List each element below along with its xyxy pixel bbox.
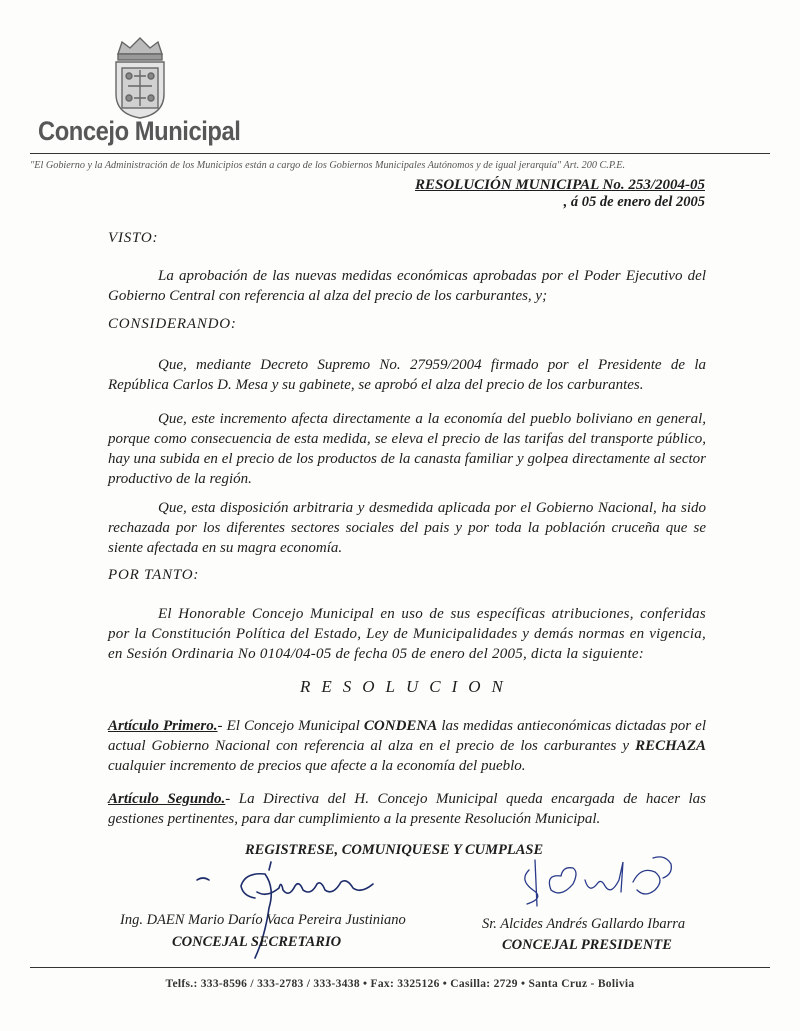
org-title: Concejo Municipal xyxy=(38,116,241,146)
header-divider xyxy=(30,153,770,154)
considerando-paragraph-1: Que, mediante Decreto Supremo No. 27959/2004 firmado por el Presidente de la República Carlos D. Mesa y su gabinete, se aprobó el alza del precio de los carburantes. xyxy=(108,357,706,393)
article-first-label: Artículo Primero. xyxy=(108,718,218,734)
resolution-number: RESOLUCIÓN MUNICIPAL No. 253/2004-05 xyxy=(414,177,705,193)
visto-heading: VISTO: xyxy=(108,230,159,246)
por-tanto-paragraph: El Honorable Concejo Municipal en uso de sus específicas atribuciones, conferidas por la Constitución Política del Estado, Ley de Municipalidades y demás normas en vigencia, en Sesión Ordinaria No 0104/04-05 de fecha 05 de enero del 2005, dicta la siguiente: xyxy=(108,606,706,662)
footer-contact: Telfs.: 333-8596 / 333-2783 / 333-3438 • Fax: 3325126 • Casilla: 2729 • Santa Cruz - Bolivia xyxy=(165,978,635,990)
por-tanto-heading: POR TANTO: xyxy=(108,567,200,583)
presidente-title: CONCEJAL PRESIDENTE xyxy=(502,937,672,953)
signature-presidente xyxy=(515,850,695,920)
resolution-date: , á 05 de enero del 2005 xyxy=(563,194,705,210)
visto-paragraph: La aprobación de las nuevas medidas económicas aprobadas por el Poder Ejecutivo del Gobierno Central con referencia al alza del precio de los carburantes, y; xyxy=(108,268,706,304)
letterhead-motto: "El Gobierno y la Administración de los Municipios están a cargo de los Gobiernos Municipales Autónomos y de igual jerarquía" Art. 200 C.P.E. xyxy=(30,160,626,171)
footer-divider xyxy=(30,967,770,968)
article-second: Artículo Segundo.- La Directiva del H. Concejo Municipal queda encargada de hacer las gestiones pertinentes, para dar cumplimiento a la presente Resolución Municipal. xyxy=(108,791,707,827)
resolucion-heading: RESOLUCION xyxy=(300,677,514,696)
considerando-paragraph-2: Que, este incremento afecta directamente a la economía del pueblo boliviano en general, porque como consecuencia de esta medida, se eleva el precio de las tarifas del transporte público, hay una subida en el precio de los productos de la canasta familiar y golpea directamente al sector productivo de la región. xyxy=(108,411,706,487)
coat-of-arms-logo xyxy=(112,36,168,120)
secretario-title: CONCEJAL SECRETARIO xyxy=(172,934,342,950)
considerando-heading: CONSIDERANDO: xyxy=(108,316,237,332)
article-first: Artículo Primero.- El Concejo Municipal CONDENA las medidas antieconómicas dictadas por el actual Gobierno Nacional con referencia al alza en el precio de los carburantes y RECHAZA cualquier incremento de precios que afecte a la economía del pueblo. xyxy=(108,718,707,774)
secretario-name: Ing. DAEN Mario Darío Vaca Pereira Justiniano xyxy=(120,912,406,928)
article-second-label: Artículo Segundo. xyxy=(108,791,226,807)
closing-formula: REGISTRESE, COMUNIQUESE Y CUMPLASE xyxy=(245,842,544,858)
considerando-paragraph-3: Que, esta disposición arbitraria y desmedida aplicada por el Gobierno Nacional, ha sido rechazada por los diferentes sectores sociales del pais y por toda la población cruceña que se siente afectada en su magra economía. xyxy=(108,500,706,556)
presidente-name: Sr. Alcides Andrés Gallardo Ibarra xyxy=(482,916,686,932)
